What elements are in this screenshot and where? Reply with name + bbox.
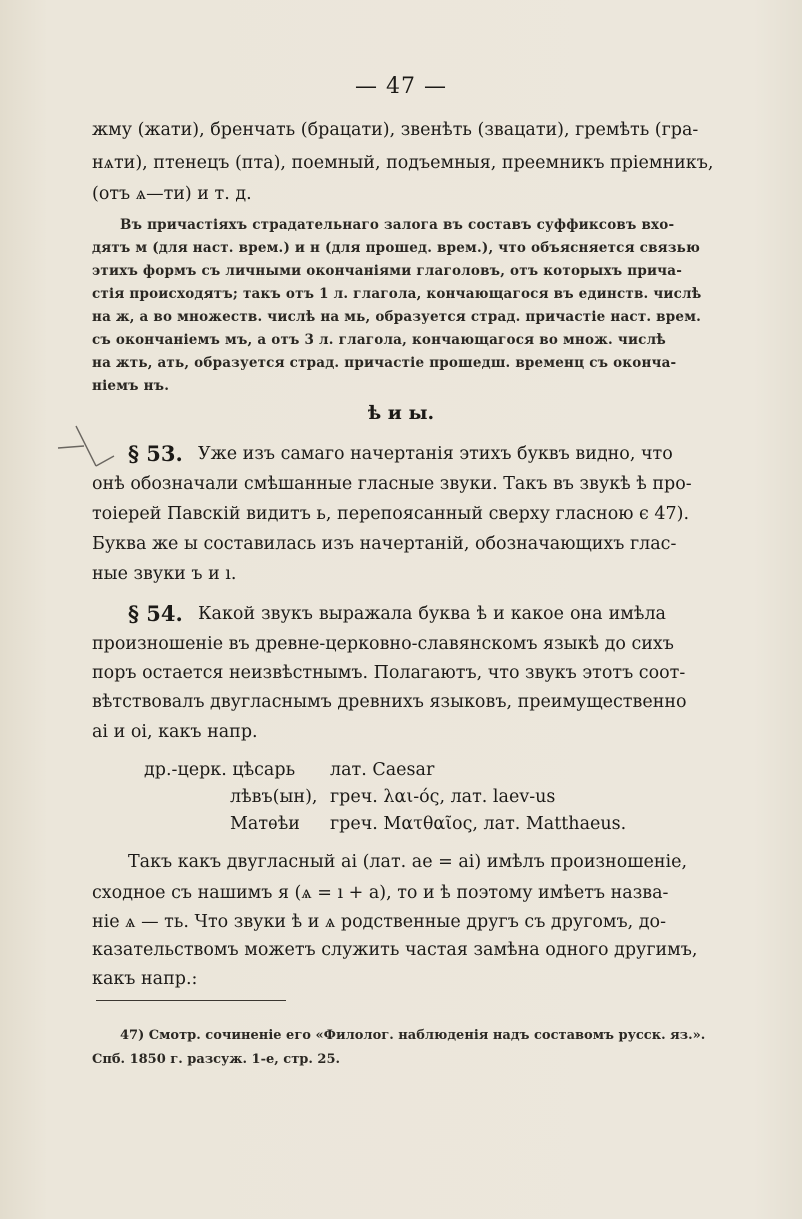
small-text-line: на жть, ать, образуется страд. причастiе прошедш. временц съ оконча- [92,355,677,371]
small-text-line: этихъ формъ съ личными окончанiями глаголовъ, отъ которыхъ прича- [92,263,682,279]
text-line: казательствомъ можетъ служить частая замѣна одного другимъ, [92,940,698,960]
text-line: поръ остается неизвѣстнымъ. Полагаютъ, что звукъ этотъ соот- [92,663,686,683]
example-left: Матѳѣи [230,814,300,834]
small-text-line: дятъ м (для наст. врем.) и н (для прошед. врем.), что объясняется связью [92,240,701,256]
example-right: греч. λαι-ός, лат. laev-us [330,787,556,807]
footnote-line: Спб. 1850 г. разсуж. 1-е, стр. 25. [92,1052,341,1067]
text-line: онѣ обозначали смѣшанные гласные звуки. Такъ въ звукѣ ѣ про- [92,474,692,494]
footnote-divider [96,1000,286,1001]
footnote-line: 47) Смотр. сочиненiе его «Филолог. наблюденiя надъ составомъ русск. яз.». [120,1028,706,1043]
example-left: лѣвъ(ын), [230,787,318,807]
text-line: нiе ѧ — ть. Что звуки ѣ и ѧ родственные другъ съ другомъ, до- [92,912,666,932]
text-line: нѧти), птенецъ (пта), поемный, подъемныя, преемникъ прiемникъ, [92,153,714,173]
section-number: § 54. [128,601,183,626]
small-text-line: нiемъ нъ. [92,378,170,394]
text-line: ные звуки ъ и ı. [92,564,237,584]
text-line: сходное съ нашимъ я (ѧ = ı + а), то и ѣ поэтому имѣетъ назва- [92,883,669,903]
text-line: Буква же ы составилась изъ начертанiй, обозначающихъ глас- [92,534,677,554]
example-left: др.-церк. цѣсарь [144,760,296,780]
text-line: произношенiе въ древне-церковно-славянскомъ языкѣ до сихъ [92,634,674,654]
pencil-mark-icon [56,418,116,468]
text-line: вѣтствовалъ двугласнымъ древнихъ языковъ, преимущественно [92,692,687,712]
example-right: греч. Ματθαῖος, лат. Matthaeus. [330,814,627,834]
text-line: какъ напр.: [92,969,198,989]
small-text-line: на ж, а во множеств. числѣ на мь, образуется страд. причастiе наст. врем. [92,309,702,325]
text-line: тоiерей Павскiй видитъ ь, перепоясанный сверху гласною є 47). [92,504,690,524]
example-right: лат. Caesar [330,760,435,780]
small-text-line: съ окончанiемъ мъ, а отъ 3 л. глагола, кончающагося во множ. числѣ [92,332,666,348]
section-number: § 53. [128,441,183,466]
small-text-line: Въ причастiяхъ страдательнаго залога въ составъ суффиксовъ вхо- [120,217,675,233]
text-line: жму (жати), бренчать (брацати), звенѣть (звацати), гремѣть (гра- [92,120,699,140]
text-line: ai и oi, какъ напр. [92,722,258,742]
text-line: Такъ какъ двугласный ai (лат. ae = ai) имѣлъ произношенiе, [128,852,688,872]
text-line: Уже изъ самаго начертанiя этихъ буквъ видно, что [198,444,673,464]
small-text-line: стiя происходятъ; такъ отъ 1 л. глагола, кончающагося въ единств. числѣ [92,286,702,302]
text-line: Какой звукъ выражала буква ѣ и какое она имѣла [198,604,666,624]
text-line: (отъ ѧ—ти) и т. д. [92,184,252,204]
page-number: — 47 — [355,74,447,99]
section-heading: ѣ и ы. [367,402,435,424]
